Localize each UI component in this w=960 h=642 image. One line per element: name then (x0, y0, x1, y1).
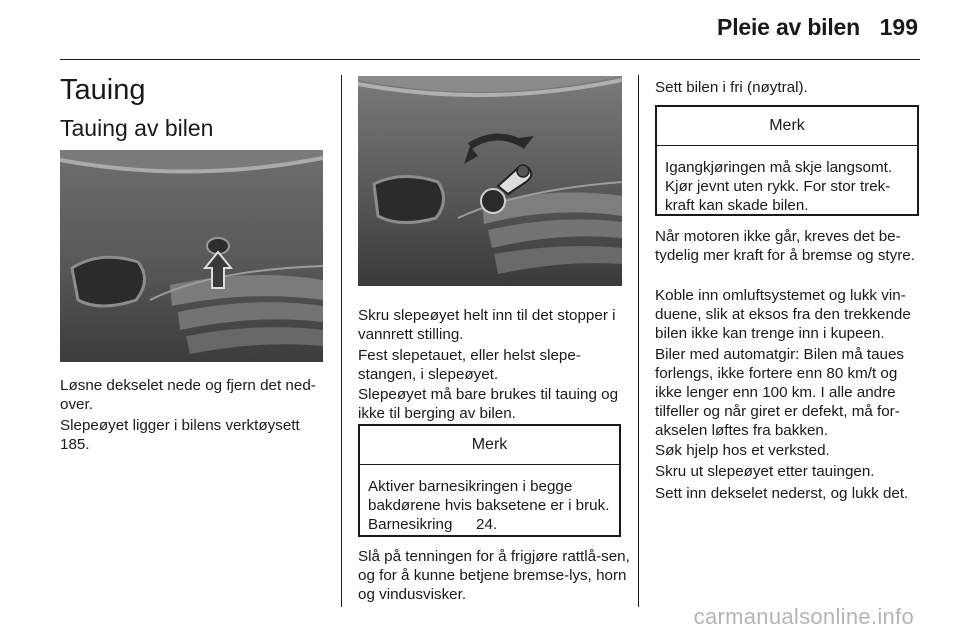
tow-cover-photo (60, 150, 323, 362)
paragraph: Sett inn dekselet nederst, og lukk det. (655, 485, 909, 502)
note-body: Aktiver barnesikringen i begge bakdørene hvis baksetene er i bruk. Barnesikring 24. (368, 478, 610, 533)
paragraph: Sett bilen i fri (nøytral). (655, 79, 808, 96)
paragraph: Slepeøyet ligger i bilens verktøysett 185. (60, 417, 320, 453)
column-divider (341, 75, 342, 607)
paragraph: Biler med automatgir: Bilen må taues forlengs, ikke fortere enn 80 km/t og ikke lenger enn 100 km. I alle andre tilfeller og når giret er defekt, må for-akselen løftes fra bakken. (655, 346, 905, 439)
paragraph: Slepeøyet må bare brukes til tauing og ikke til berging av bilen. (358, 386, 619, 422)
running-header-title: Pleie av bilen (717, 14, 860, 40)
note-body: Igangkjøringen må skje langsomt. Kjør jevnt uten rykk. For stor trek-kraft kan skade bilen. (665, 159, 893, 214)
tow-eye-photo (358, 76, 622, 286)
page-number: 199 (879, 14, 918, 40)
note-title: Merk (657, 107, 917, 146)
paragraph: Når motoren ikke går, kreves det be-tydelig mer kraft for å bremse og styre. (655, 228, 915, 264)
section-heading: Tauing (60, 74, 146, 106)
paragraph: Fest slepetauet, eller helst slepe-stangen, i slepeøyet. (358, 347, 581, 383)
paragraph: Løsne dekselet nede og fjern det ned-over. (60, 377, 316, 413)
paragraph: Skru ut slepeøyet etter tauingen. (655, 463, 875, 480)
note-box (358, 424, 621, 537)
paragraph: Skru slepeøyet helt inn til det stopper i vannrett stilling. (358, 307, 616, 343)
header-rule (60, 59, 920, 60)
note-box (655, 105, 919, 216)
paragraph: Søk hjelp hos et verksted. (655, 442, 830, 459)
paragraph: Koble inn omluftsystemet og lukk vin-duene, slik at eksos fra den trekkende bilen ikke kan trenge inn i kupeen. (655, 287, 911, 342)
note-title: Merk (360, 426, 619, 465)
watermark: carmanualsonline.info (693, 604, 914, 629)
subsection-heading: Tauing av bilen (60, 115, 214, 141)
paragraph: Slå på tenningen for å frigjøre rattlå-sen, og for å kunne betjene bremse-lys, horn og vindusvisker. (358, 548, 630, 603)
column-divider (638, 75, 639, 607)
